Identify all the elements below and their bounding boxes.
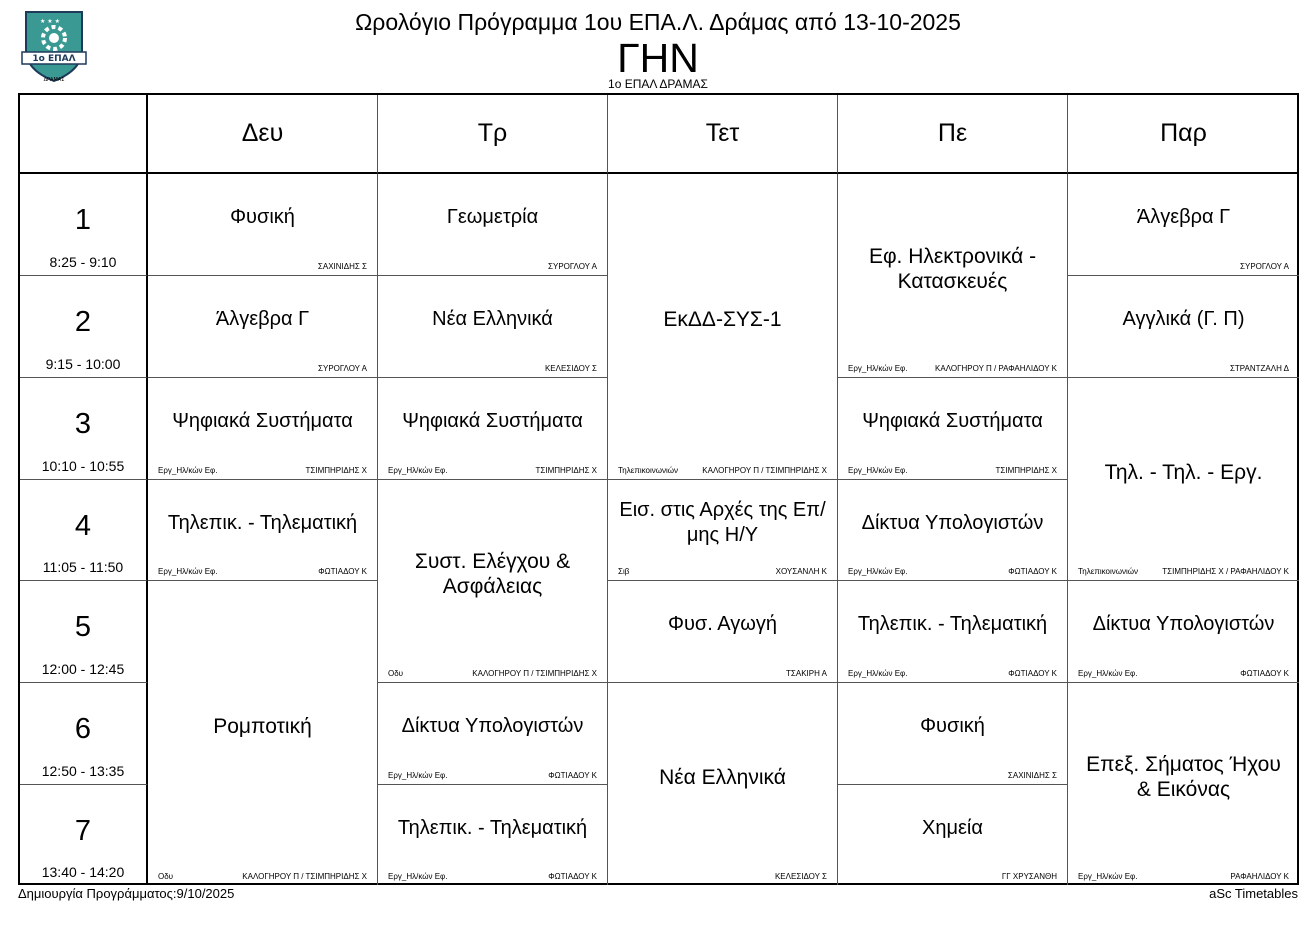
period-number: 7 (74, 815, 92, 847)
lesson-room: Εργ_Ηλ/κών Εφ. (848, 364, 908, 373)
lesson-room: Εργ_Ηλ/κών Εφ. (848, 466, 908, 475)
lesson-cell[interactable] (838, 581, 1068, 683)
lesson-subject: Ρομποτική (213, 714, 312, 738)
school-name: 1ο ΕΠΑΛ ΔΡΑΜΑΣ (608, 77, 708, 91)
lesson-cell[interactable] (608, 480, 838, 581)
lesson-teacher: ΤΣΑΚΙΡΗ Α (786, 669, 827, 678)
lesson-teacher: ΦΩΤΙΑΔΟΥ Κ (548, 771, 597, 780)
lesson-room: Εργ_Ηλ/κών Εφ. (1078, 872, 1138, 881)
lesson-cell[interactable] (378, 683, 608, 785)
period-time: 9:15 - 10:00 (45, 356, 121, 372)
lesson-cell[interactable] (378, 174, 608, 276)
lesson-room: Τηλεπικοινωνιών (1078, 567, 1139, 576)
lesson-teacher: ΤΣΙΜΠΗΡΙΔΗΣ Χ / ΡΑΦΑΗΛΙΔΟΥ Κ (1162, 567, 1289, 576)
lesson-subject: Φυσική (920, 715, 985, 737)
lesson-teacher: ΚΑΛΟΓΗΡΟΥ Π / ΤΣΙΜΠΗΡΙΔΗΣ Χ (242, 872, 367, 881)
period-number: 6 (74, 713, 92, 745)
lesson-cell[interactable] (378, 378, 608, 480)
lesson-teacher: ΚΑΛΟΓΗΡΟΥ Π / ΤΣΙΜΠΗΡΙΔΗΣ Χ (702, 466, 827, 475)
lesson-cell[interactable] (1068, 683, 1299, 885)
lesson-room: Οδυ (158, 872, 174, 881)
period-cell (20, 683, 148, 785)
lesson-room: Εργ_Ηλ/κών Εφ. (848, 567, 908, 576)
lesson-cell[interactable] (378, 276, 608, 378)
period-cell (20, 785, 148, 885)
lesson-subject: Δίκτυα Υπολογιστών (861, 511, 1044, 534)
lesson-subject: Τηλεπικ. - Τηλεματική (167, 511, 358, 534)
lesson-teacher: ΣΑΧΙΝΙΔΗΣ Σ (317, 262, 367, 271)
class-name: ΓΗΝ (617, 35, 699, 81)
lesson-room: Εργ_Ηλ/κών Εφ. (388, 466, 448, 475)
period-number: 5 (74, 611, 92, 643)
lesson-teacher: ΚΕΛΕΣΙΔΟΥ Σ (544, 364, 597, 373)
lesson-teacher: ΤΣΙΜΠΗΡΙΔΗΣ Χ (305, 466, 367, 475)
lesson-subject: Άλγεβρα Γ (1136, 206, 1231, 228)
period-time: 12:50 - 13:35 (41, 763, 125, 779)
lesson-subject: Φυσική (230, 206, 295, 228)
day-header: Τετ (608, 95, 838, 174)
lesson-teacher: ΦΩΤΙΑΔΟΥ Κ (1240, 669, 1289, 678)
period-number: 2 (74, 306, 92, 338)
lesson-cell[interactable] (378, 480, 608, 683)
lesson-room: Εργ_Ηλ/κών Εφ. (388, 872, 448, 881)
lesson-teacher: ΣΥΡΟΓΛΟΥ Α (548, 262, 597, 271)
lesson-subject: Άλγεβρα Γ (215, 308, 310, 330)
lesson-subject: Εισ. στις Αρχές της Επ/μης Η/Υ (619, 499, 826, 546)
lesson-room: Εργ_Ηλ/κών Εφ. (158, 567, 218, 576)
lesson-subject: Επεξ. Σήματος Ήχου & Εικόνας (1086, 753, 1281, 801)
lesson-subject: Ψηφιακά Συστήματα (172, 410, 353, 432)
lesson-teacher: ΚΑΛΟΓΗΡΟΥ Π / ΡΑΦΑΗΛΙΔΟΥ Κ (935, 364, 1057, 373)
logo-subtext: ΔΡΑΜΑΣ (43, 77, 65, 83)
period-time: 12:00 - 12:45 (41, 661, 125, 677)
lesson-subject: Συστ. Ελέγχου & Ασφάλειας (414, 550, 571, 598)
lesson-cell[interactable] (1068, 174, 1299, 276)
lesson-room: Τηλεπικοινωνιών (618, 466, 679, 475)
lesson-teacher: ΦΩΤΙΑΔΟΥ Κ (318, 567, 367, 576)
lesson-subject: Νέα Ελληνικά (659, 765, 786, 789)
lesson-room: Οδυ (388, 669, 404, 678)
lesson-subject: Δίκτυα Υπολογιστών (1092, 613, 1275, 635)
period-time: 11:05 - 11:50 (42, 559, 124, 575)
lesson-teacher: ΣΑΧΙΝΙΔΗΣ Σ (1007, 771, 1057, 780)
period-cell (20, 276, 148, 378)
creation-date: Δημιουργία Προγράμματος:9/10/2025 (18, 886, 235, 901)
svg-text:★ ★ ★: ★ ★ ★ (40, 18, 60, 25)
lesson-teacher: ΓΓ ΧΡΥΣΑΝΘΗ (1001, 872, 1057, 881)
period-number: 3 (74, 408, 92, 440)
lesson-room: Εργ_Ηλ/κών Εφ. (848, 669, 908, 678)
lesson-teacher: ΤΣΙΜΠΗΡΙΔΗΣ Χ (995, 466, 1057, 475)
period-time: 8:25 - 9:10 (49, 254, 117, 270)
lesson-subject: Εφ. Ηλεκτρονικά - Κατασκευές (868, 244, 1037, 293)
lesson-teacher: ΧΟΥΣΑΝΛΗ Κ (775, 567, 827, 576)
lesson-teacher: ΚΕΛΕΣΙΔΟΥ Σ (774, 872, 827, 881)
lesson-room: Σιβ (618, 567, 630, 576)
lesson-teacher: ΦΩΤΙΑΔΟΥ Κ (1008, 669, 1057, 678)
lesson-teacher: ΣΤΡΑΝΤΖΑΛΗ Δ (1229, 364, 1289, 373)
lesson-subject: Χημεία (922, 816, 983, 839)
day-header: Τρ (378, 95, 608, 174)
lesson-cell[interactable] (378, 785, 608, 885)
logo-text: 1ο ΕΠΑΛ (32, 54, 76, 64)
lesson-subject: Ψηφιακά Συστήματα (402, 410, 583, 432)
lesson-cell[interactable] (608, 683, 838, 885)
lesson-cell[interactable] (148, 378, 378, 480)
lesson-cell[interactable] (1068, 581, 1299, 683)
lesson-subject: Γεωμετρία (446, 206, 539, 228)
period-cell (20, 581, 148, 683)
period-cell (20, 378, 148, 480)
lesson-subject: Αγγλικά (Γ. Π) (1122, 308, 1245, 330)
period-cell (20, 174, 148, 276)
period-number: 1 (74, 204, 92, 236)
lesson-cell[interactable] (838, 785, 1068, 885)
corner-cell (20, 95, 148, 174)
lesson-teacher: ΤΣΙΜΠΗΡΙΔΗΣ Χ (535, 466, 597, 475)
lesson-cell[interactable] (838, 683, 1068, 785)
lesson-cell[interactable] (148, 480, 378, 581)
lesson-teacher: ΦΩΤΙΑΔΟΥ Κ (1008, 567, 1057, 576)
lesson-cell[interactable] (148, 174, 378, 276)
lesson-teacher: ΣΥΡΟΓΛΟΥ Α (318, 364, 367, 373)
lesson-subject: Τηλεπικ. - Τηλεματική (397, 816, 588, 839)
lesson-room: Εργ_Ηλ/κών Εφ. (388, 771, 448, 780)
lesson-cell[interactable] (608, 581, 838, 683)
lesson-subject: Δίκτυα Υπολογιστών (401, 715, 584, 737)
lesson-cell[interactable] (608, 174, 838, 480)
lesson-subject: Φυσ. Αγωγή (668, 613, 777, 635)
period-time: 10:10 - 10:55 (41, 458, 125, 474)
lesson-cell[interactable] (148, 581, 378, 885)
lesson-subject: Ψηφιακά Συστήματα (862, 410, 1043, 432)
day-header: Πε (838, 95, 1068, 174)
lesson-subject: Νέα Ελληνικά (432, 308, 553, 330)
lesson-cell[interactable] (838, 480, 1068, 581)
generator-credit: aSc Timetables (1209, 886, 1298, 901)
lesson-cell[interactable] (1068, 378, 1299, 581)
lesson-room: Εργ_Ηλ/κών Εφ. (158, 466, 218, 475)
lesson-teacher: ΚΑΛΟΓΗΡΟΥ Π / ΤΣΙΜΠΗΡΙΔΗΣ Χ (472, 669, 597, 678)
timetable-grid (18, 93, 1299, 885)
lesson-subject: Τηλεπικ. - Τηλεματική (857, 613, 1048, 635)
lesson-subject: Τηλ. - Τηλ. - Εργ. (1104, 460, 1263, 484)
lesson-room: Εργ_Ηλ/κών Εφ. (1078, 669, 1138, 678)
period-time: 13:40 - 14:20 (41, 864, 125, 880)
page-title: Ωρολόγιο Πρόγραμμα 1ου ΕΠΑ.Λ. Δράμας από 13-10-2025 (355, 9, 961, 35)
lesson-cell[interactable] (148, 276, 378, 378)
lesson-teacher: ΡΑΦΑΗΛΙΔΟΥ Κ (1230, 872, 1289, 881)
lesson-cell[interactable] (1068, 276, 1299, 378)
day-header: Δευ (148, 95, 378, 174)
lesson-subject: ΕκΔΔ-ΣΥΣ-1 (663, 308, 782, 331)
lesson-cell[interactable] (838, 174, 1068, 378)
lesson-cell[interactable] (838, 378, 1068, 480)
day-header: Παρ (1068, 95, 1299, 174)
period-cell (20, 480, 148, 581)
period-number: 4 (74, 510, 92, 542)
lesson-teacher: ΦΩΤΙΑΔΟΥ Κ (548, 872, 597, 881)
lesson-teacher: ΣΥΡΟΓΛΟΥ Α (1240, 262, 1289, 271)
